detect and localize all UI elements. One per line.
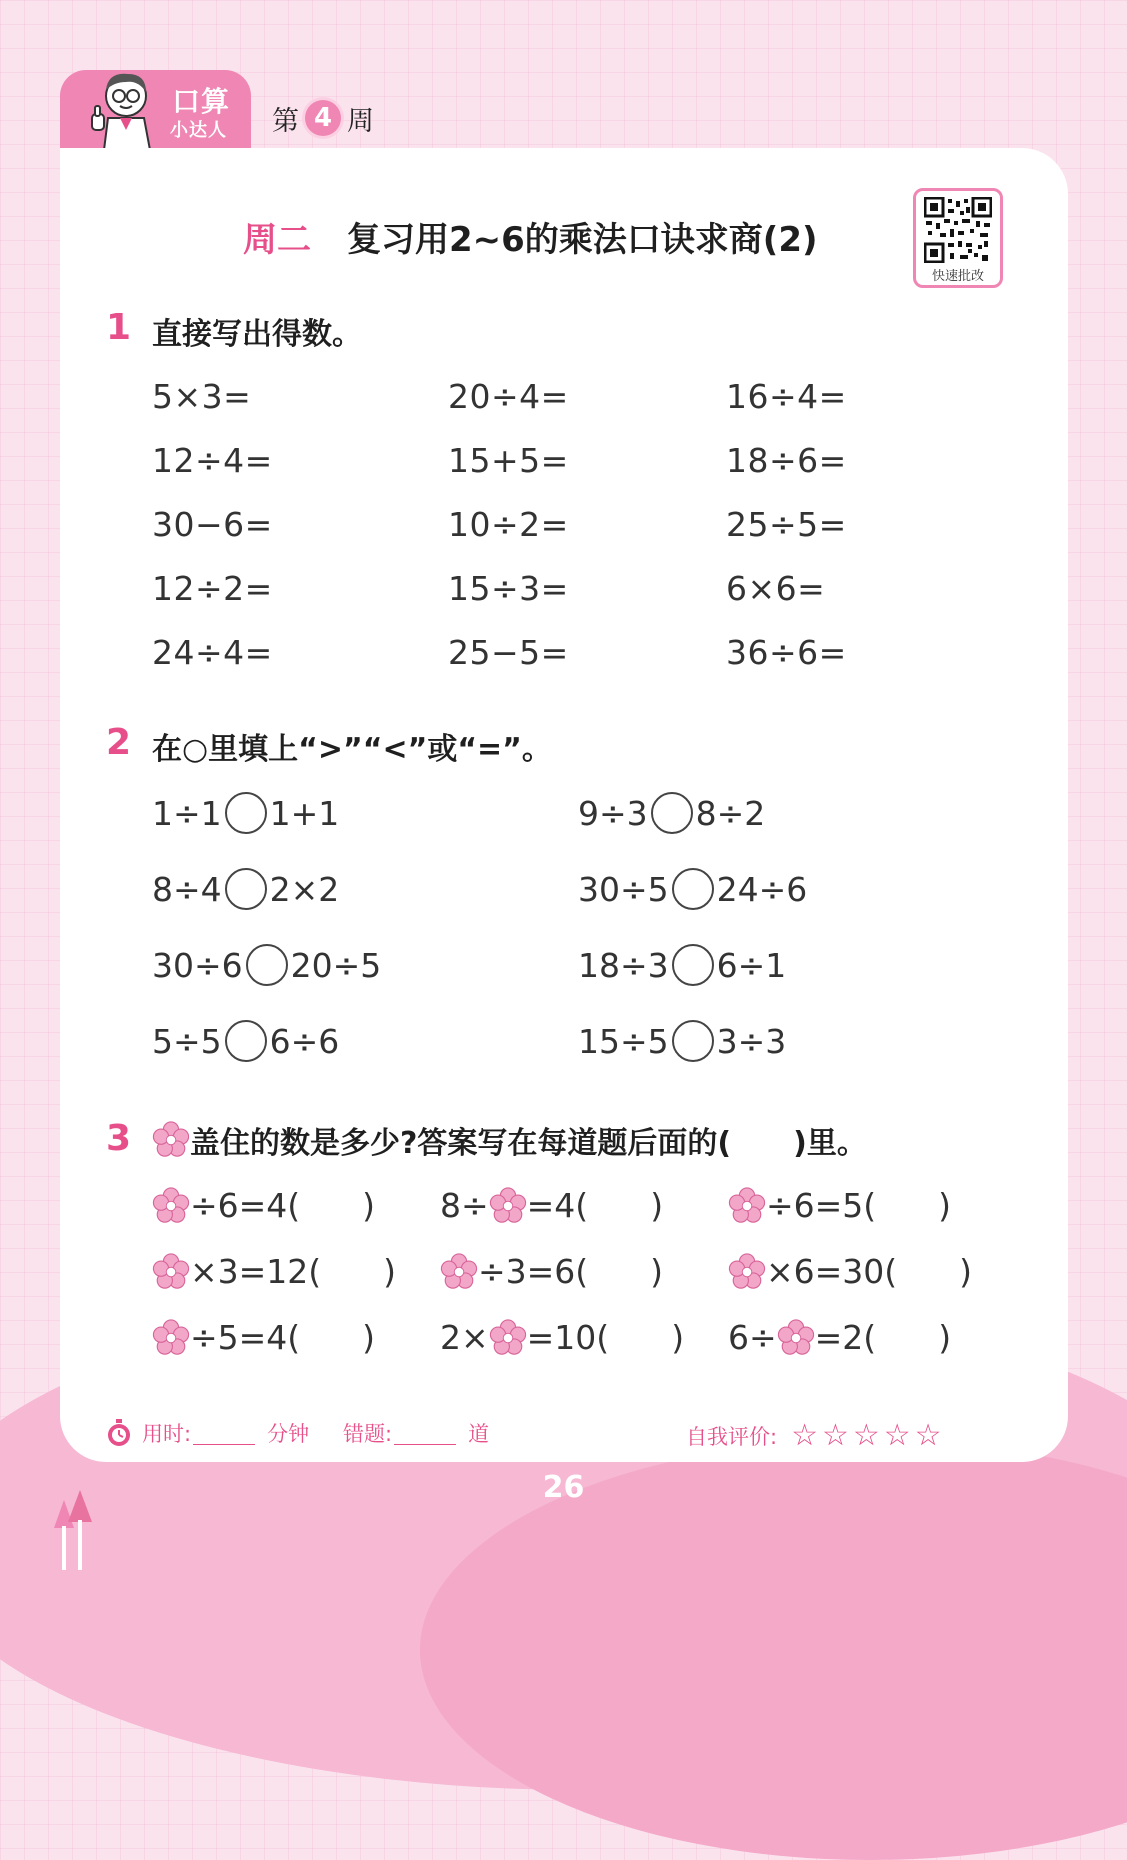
badge-subtitle: 小达人 bbox=[170, 120, 227, 141]
week-indicator bbox=[272, 98, 374, 138]
paren-close: ) bbox=[650, 1252, 664, 1291]
arithmetic-item: 12÷4= bbox=[152, 441, 273, 480]
paren-close: ) bbox=[671, 1318, 685, 1357]
week-number-badge: 4 bbox=[305, 100, 341, 136]
errors-unit: 道 bbox=[468, 1422, 490, 1446]
flower-icon bbox=[440, 1253, 478, 1291]
cover-post: ÷6=4( bbox=[190, 1186, 301, 1225]
arithmetic-item: 15÷3= bbox=[448, 569, 569, 608]
comparison-right: 24÷6 bbox=[716, 869, 808, 909]
cover-item bbox=[728, 1186, 951, 1225]
comparison-item bbox=[578, 792, 765, 834]
cover-pre: 2× bbox=[440, 1318, 489, 1357]
flower-icon bbox=[152, 1121, 190, 1159]
paren-close: ) bbox=[959, 1252, 973, 1291]
paren-close: ) bbox=[938, 1318, 952, 1357]
section-3-instruction-a: 盖住的数是多少?答案写在每道题后面的( bbox=[190, 1126, 732, 1161]
week-suffix: 周 bbox=[347, 105, 374, 137]
comparison-left: 1÷1 bbox=[152, 793, 222, 833]
arithmetic-item: 20÷4= bbox=[448, 377, 569, 416]
comparison-right: 1+1 bbox=[269, 793, 340, 833]
comparison-left: 15÷5 bbox=[578, 1021, 669, 1061]
time-spent bbox=[106, 1418, 309, 1448]
cover-post: =4( bbox=[526, 1186, 589, 1225]
time-input[interactable] bbox=[193, 1422, 255, 1445]
section-1-instruction: 直接写出得数。 bbox=[152, 317, 362, 352]
flower-icon bbox=[728, 1253, 766, 1291]
answer-circle[interactable] bbox=[225, 792, 267, 834]
qr-code-label: 快速批改 bbox=[931, 269, 984, 284]
comparison-item bbox=[578, 1020, 786, 1062]
paren-close: ) bbox=[938, 1186, 952, 1225]
paren-close: ) bbox=[362, 1186, 376, 1225]
self-rating bbox=[686, 1418, 946, 1453]
paren-close: ) bbox=[650, 1186, 664, 1225]
flower-icon bbox=[728, 1187, 766, 1225]
comparison-right: 3÷3 bbox=[716, 1021, 787, 1061]
comparison-right: 8÷2 bbox=[695, 793, 766, 833]
time-label: 用时: bbox=[142, 1422, 192, 1446]
section-3-instruction-b: )里。 bbox=[793, 1126, 867, 1161]
title-text: 复习用2~6的乘法口诀求商(2) bbox=[347, 220, 818, 260]
section-3-number: 3 bbox=[106, 1118, 132, 1159]
comparison-item bbox=[578, 868, 807, 910]
arithmetic-item: 6×6= bbox=[726, 569, 826, 608]
arithmetic-item: 10÷2= bbox=[448, 505, 569, 544]
cover-item bbox=[440, 1318, 684, 1357]
error-count bbox=[343, 1418, 489, 1448]
comparison-left: 9÷3 bbox=[578, 793, 648, 833]
week-prefix: 第 bbox=[272, 105, 299, 137]
errors-input[interactable] bbox=[394, 1422, 456, 1445]
arithmetic-item: 24÷4= bbox=[152, 633, 273, 672]
cover-post: ÷6=5( bbox=[766, 1186, 877, 1225]
errors-label: 错题: bbox=[343, 1422, 393, 1446]
comparison-item bbox=[152, 792, 339, 834]
mascot-icon bbox=[78, 70, 160, 150]
arithmetic-item: 15+5= bbox=[448, 441, 569, 480]
section-2-instruction: 在○里填上“>”“<”或“=”。 bbox=[152, 732, 552, 767]
answer-circle[interactable] bbox=[672, 868, 714, 910]
cover-item bbox=[152, 1186, 375, 1225]
answer-circle[interactable] bbox=[225, 868, 267, 910]
section-3-instruction bbox=[152, 1118, 867, 1162]
rating-label: 自我评价: bbox=[686, 1424, 778, 1449]
arithmetic-item: 12÷2= bbox=[152, 569, 273, 608]
arithmetic-item: 25÷5= bbox=[726, 505, 847, 544]
comparison-item bbox=[152, 944, 381, 986]
cover-item bbox=[440, 1252, 663, 1291]
qr-code-box[interactable] bbox=[913, 188, 1003, 288]
rating-stars[interactable]: ☆☆☆☆☆ bbox=[791, 1418, 946, 1453]
answer-circle[interactable] bbox=[246, 944, 288, 986]
comparison-left: 30÷5 bbox=[578, 869, 669, 909]
section-2-number: 2 bbox=[106, 722, 132, 763]
comparison-right: 6÷1 bbox=[716, 945, 787, 985]
answer-circle[interactable] bbox=[672, 944, 714, 986]
comparison-right: 2×2 bbox=[269, 869, 340, 909]
comparison-left: 18÷3 bbox=[578, 945, 669, 985]
comparison-right: 20÷5 bbox=[290, 945, 382, 985]
qr-code-icon bbox=[924, 197, 992, 263]
cover-post: =10( bbox=[526, 1318, 610, 1357]
arithmetic-item: 5×3= bbox=[152, 377, 252, 416]
cover-item bbox=[440, 1186, 663, 1225]
flower-icon bbox=[152, 1319, 190, 1357]
comparison-left: 30÷6 bbox=[152, 945, 243, 985]
section-1-number: 1 bbox=[106, 307, 132, 348]
comparison-left: 8÷4 bbox=[152, 869, 222, 909]
page-number: 26 bbox=[542, 1470, 585, 1505]
cover-post: ×3=12( bbox=[190, 1252, 322, 1291]
comparison-item bbox=[152, 1020, 339, 1062]
comparison-item bbox=[578, 944, 786, 986]
cover-item bbox=[152, 1252, 396, 1291]
cover-post: ÷5=4( bbox=[190, 1318, 301, 1357]
comparison-left: 5÷5 bbox=[152, 1021, 222, 1061]
cover-item bbox=[152, 1318, 375, 1357]
cover-item bbox=[728, 1318, 951, 1357]
arithmetic-item: 25−5= bbox=[448, 633, 569, 672]
flower-icon bbox=[489, 1187, 527, 1225]
paren-close: ) bbox=[383, 1252, 397, 1291]
arithmetic-item: 36÷6= bbox=[726, 633, 847, 672]
comparison-right: 6÷6 bbox=[269, 1021, 340, 1061]
cover-pre: 6÷ bbox=[728, 1318, 777, 1357]
cover-post: ÷3=6( bbox=[478, 1252, 589, 1291]
title-day: 周二 bbox=[243, 220, 311, 260]
flower-icon bbox=[152, 1187, 190, 1225]
paren-close: ) bbox=[362, 1318, 376, 1357]
comparison-item bbox=[152, 868, 339, 910]
flower-icon bbox=[489, 1319, 527, 1357]
cover-pre: 8÷ bbox=[440, 1186, 489, 1225]
cover-item bbox=[728, 1252, 972, 1291]
time-unit: 分钟 bbox=[267, 1422, 310, 1446]
arithmetic-item: 18÷6= bbox=[726, 441, 847, 480]
cover-post: =2( bbox=[814, 1318, 877, 1357]
cover-post: ×6=30( bbox=[766, 1252, 898, 1291]
badge-title: 口算 bbox=[172, 85, 231, 118]
answer-circle[interactable] bbox=[651, 792, 693, 834]
flower-icon bbox=[152, 1253, 190, 1291]
answer-circle[interactable] bbox=[225, 1020, 267, 1062]
stopwatch-icon bbox=[106, 1419, 132, 1447]
arithmetic-item: 16÷4= bbox=[726, 377, 847, 416]
page-title bbox=[243, 212, 818, 261]
arithmetic-item: 30−6= bbox=[152, 505, 273, 544]
answer-circle[interactable] bbox=[672, 1020, 714, 1062]
flower-icon bbox=[777, 1319, 815, 1357]
